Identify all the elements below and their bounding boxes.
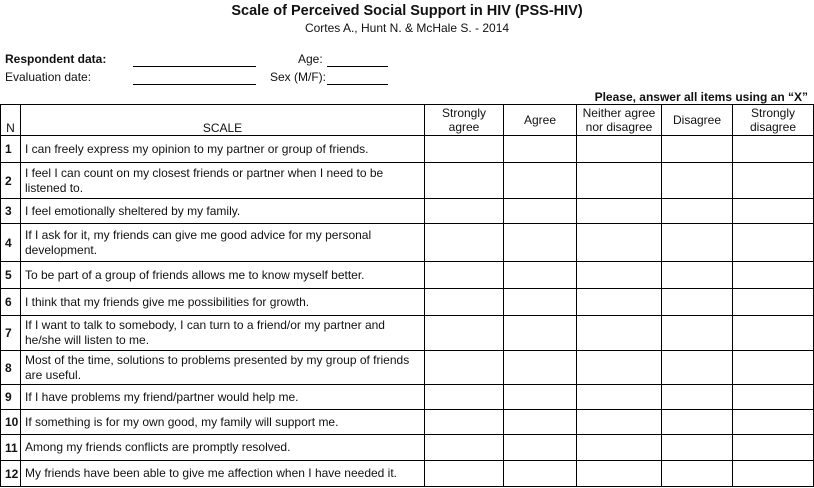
answer-cell-agree[interactable] (504, 316, 577, 351)
answer-cell-agree[interactable] (504, 385, 577, 410)
item-text: I feel I can count on my closest friends or partner when I need to be listened to. (21, 163, 425, 199)
answer-cell-strongly-disagree[interactable] (733, 351, 814, 385)
answer-cell-strongly-disagree[interactable] (733, 289, 814, 316)
item-number: 9 (1, 385, 21, 410)
respondent-label: Respondent data: (5, 52, 107, 66)
item-number: 1 (1, 136, 21, 163)
answer-cell-agree[interactable] (504, 461, 577, 487)
answer-cell-strongly-agree[interactable] (425, 385, 504, 410)
answer-cell-disagree[interactable] (662, 461, 733, 487)
answer-cell-disagree[interactable] (662, 199, 733, 224)
item-number: 11 (1, 435, 21, 461)
item-text: My friends have been able to give me affection when I have needed it. (21, 461, 425, 487)
table-row (1, 351, 814, 385)
answer-cell-strongly-agree[interactable] (425, 224, 504, 262)
table-row (1, 136, 814, 163)
answer-cell-neither[interactable] (577, 224, 662, 262)
item-text: I can freely express my opinion to my partner or group of friends. (21, 136, 425, 163)
column-header-n: N (1, 105, 21, 136)
item-text: If I want to talk to somebody, I can turn to a friend/or my partner and he/she will listen to me. (21, 316, 425, 351)
item-text: I feel emotionally sheltered by my family. (21, 199, 425, 224)
answer-cell-disagree[interactable] (662, 136, 733, 163)
answer-cell-strongly-agree[interactable] (425, 136, 504, 163)
answer-cell-strongly-disagree[interactable] (733, 385, 814, 410)
answer-cell-disagree[interactable] (662, 224, 733, 262)
answer-cell-neither[interactable] (577, 410, 662, 435)
answer-cell-strongly-agree[interactable] (425, 163, 504, 199)
evaluation-date-field[interactable] (133, 84, 256, 85)
answer-cell-agree[interactable] (504, 351, 577, 385)
evaluation-date-label: Evaluation date: (5, 70, 92, 84)
answer-cell-strongly-disagree[interactable] (733, 136, 814, 163)
item-number: 8 (1, 351, 21, 385)
answer-cell-neither[interactable] (577, 435, 662, 461)
item-text: Most of the time, solutions to problems presented by my group of friends are useful. (21, 351, 425, 385)
column-header-disagree: Disagree (662, 105, 733, 136)
answer-cell-strongly-disagree[interactable] (733, 461, 814, 487)
answer-cell-neither[interactable] (577, 461, 662, 487)
item-number: 4 (1, 224, 21, 262)
answer-cell-neither[interactable] (577, 136, 662, 163)
answer-cell-agree[interactable] (504, 136, 577, 163)
column-header-agree: Agree (504, 105, 577, 136)
table-row (1, 461, 814, 487)
answer-cell-agree[interactable] (504, 289, 577, 316)
answer-cell-disagree[interactable] (662, 435, 733, 461)
table-row (1, 262, 814, 289)
scale-table (0, 104, 814, 487)
item-number: 5 (1, 262, 21, 289)
column-header-scale: SCALE (21, 105, 425, 136)
table-row (1, 316, 814, 351)
answer-cell-strongly-disagree[interactable] (733, 199, 814, 224)
column-header-neither: Neither agree nor disagree (577, 105, 662, 136)
answer-cell-strongly-agree[interactable] (425, 351, 504, 385)
answer-cell-disagree[interactable] (662, 316, 733, 351)
answer-cell-strongly-disagree[interactable] (733, 316, 814, 351)
item-text: Among my friends conflicts are promptly resolved. (21, 435, 425, 461)
answer-cell-agree[interactable] (504, 163, 577, 199)
answer-cell-strongly-agree[interactable] (425, 289, 504, 316)
table-row (1, 385, 814, 410)
answer-cell-strongly-agree[interactable] (425, 410, 504, 435)
answer-cell-neither[interactable] (577, 289, 662, 316)
answer-cell-agree[interactable] (504, 262, 577, 289)
item-number: 7 (1, 316, 21, 351)
item-text: I think that my friends give me possibilities for growth. (21, 289, 425, 316)
sex-field[interactable] (327, 84, 388, 85)
answer-cell-strongly-agree[interactable] (425, 461, 504, 487)
answer-cell-strongly-agree[interactable] (425, 316, 504, 351)
item-number: 2 (1, 163, 21, 199)
item-number: 10 (1, 410, 21, 435)
age-label: Age: (298, 52, 323, 66)
answer-cell-neither[interactable] (577, 199, 662, 224)
item-text: If I ask for it, my friends can give me good advice for my personal development. (21, 224, 425, 262)
answer-cell-disagree[interactable] (662, 351, 733, 385)
column-header-strongly-disagree: Strongly disagree (733, 105, 814, 136)
answer-cell-strongly-agree[interactable] (425, 199, 504, 224)
answer-cell-agree[interactable] (504, 410, 577, 435)
item-number: 6 (1, 289, 21, 316)
authors-line: Cortes A., Hunt N. & McHale S. - 2014 (304, 21, 510, 35)
answer-cell-neither[interactable] (577, 262, 662, 289)
table-row (1, 435, 814, 461)
answer-cell-strongly-agree[interactable] (425, 435, 504, 461)
table-row (1, 199, 814, 224)
answer-cell-disagree[interactable] (662, 163, 733, 199)
item-text: If I have problems my friend/partner would help me. (21, 385, 425, 410)
sex-label: Sex (M/F): (270, 70, 326, 84)
table-row (1, 410, 814, 435)
answer-cell-strongly-disagree[interactable] (733, 262, 814, 289)
item-number: 12 (1, 461, 21, 487)
respondent-field[interactable] (133, 66, 256, 67)
answer-cell-strongly-disagree[interactable] (733, 410, 814, 435)
item-text: If something is for my own good, my family will support me. (21, 410, 425, 435)
answer-cell-disagree[interactable] (662, 289, 733, 316)
answer-cell-strongly-agree[interactable] (425, 262, 504, 289)
table-row (1, 289, 814, 316)
answer-cell-disagree[interactable] (662, 385, 733, 410)
answer-cell-strongly-disagree[interactable] (733, 435, 814, 461)
answer-cell-neither[interactable] (577, 163, 662, 199)
column-header-strongly-agree: Strongly agree (425, 105, 504, 136)
table-row (1, 224, 814, 262)
answer-cell-agree[interactable] (504, 435, 577, 461)
answer-cell-disagree[interactable] (662, 262, 733, 289)
answer-cell-strongly-disagree[interactable] (733, 163, 814, 199)
item-number: 3 (1, 199, 21, 224)
table-header-row (1, 105, 814, 136)
item-text: To be part of a group of friends allows me to know myself better. (21, 262, 425, 289)
answer-cell-agree[interactable] (504, 224, 577, 262)
table-row (1, 163, 814, 199)
age-field[interactable] (327, 66, 388, 67)
answer-cell-neither[interactable] (577, 385, 662, 410)
answer-cell-disagree[interactable] (662, 410, 733, 435)
answer-cell-strongly-disagree[interactable] (733, 224, 814, 262)
page-title: Scale of Perceived Social Support in HIV (PSS-HIV) (231, 3, 583, 19)
instruction-text: Please, answer all items using an “X” (594, 90, 808, 104)
answer-cell-agree[interactable] (504, 199, 577, 224)
answer-cell-neither[interactable] (577, 351, 662, 385)
answer-cell-neither[interactable] (577, 316, 662, 351)
